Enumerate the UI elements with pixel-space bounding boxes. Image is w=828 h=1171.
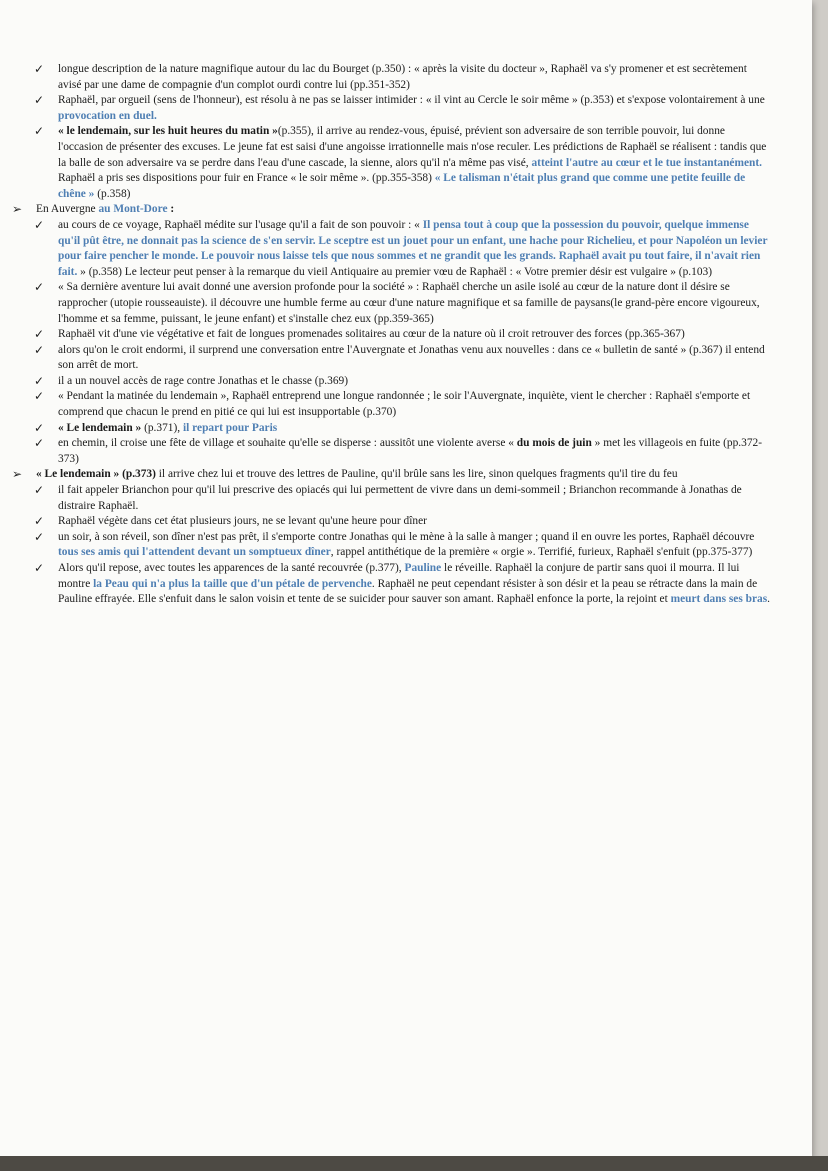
table-surface bbox=[0, 1156, 828, 1171]
checkmark-icon: ✓ bbox=[34, 373, 45, 388]
item-text bbox=[58, 124, 770, 202]
text-run: » (p.358) Le lecteur peut penser à la remarque du vieil Antiquaire au premier vœu de Raphaël : « Votre premier désir est vulgaire » (p.103) bbox=[77, 265, 713, 278]
list-item bbox=[10, 561, 770, 608]
text-run: , rappel antithétique de la première « orgie ». Terrifié, furieux, Raphaël s'enfuit (pp.375-377) bbox=[330, 546, 753, 559]
checkmark-icon: ✓ bbox=[34, 436, 45, 451]
list-item bbox=[10, 218, 770, 280]
text-run: il a un nouvel accès de rage contre Jonathas et le chasse (p.369) bbox=[58, 374, 349, 387]
item-text bbox=[58, 561, 770, 608]
checkmark-icon: ✓ bbox=[34, 217, 45, 232]
item-text bbox=[58, 218, 770, 280]
text-run: « Pendant la matinée du lendemain », Raphaël entreprend une longue randonnée ; le soir l'Auvergnate, inquiète, vient le chercher : Raphaël s'emporte et comprend que chacun le prend en pitié ce qui lui est insupportable (p.370) bbox=[58, 390, 751, 419]
text-run: au cours de ce voyage, Raphaël médite sur l'usage qu'il a fait de son pouvoir : « bbox=[58, 218, 423, 231]
item-text bbox=[58, 374, 770, 390]
section-heading-item bbox=[10, 202, 770, 218]
text-run: Raphaël a pris ses dispositions pour fuir en France « le soir même ». (pp.355-358) bbox=[58, 172, 435, 185]
arrow-bullet-icon: ➢ bbox=[12, 467, 23, 482]
highlighted-text: la Peau qui n'a plus la taille que d'un pétale de pervenche bbox=[93, 577, 372, 590]
checkmark-icon: ✓ bbox=[34, 420, 45, 435]
item-text bbox=[58, 327, 770, 343]
list-item bbox=[10, 483, 770, 514]
checkmark-icon: ✓ bbox=[34, 280, 45, 295]
text-run: alors qu'on le croit endormi, il surprend une conversation entre l'Auvergnate et Jonathas venu aux nouvelles : dans ce « bulletin de santé » (p.367) il entend son arrêt de mort. bbox=[58, 343, 765, 372]
text-run: le réveille. Raphaël la conjure de partir sans quoi il mourra. Il lui montre bbox=[58, 562, 740, 590]
list-item bbox=[10, 374, 770, 390]
text-run: Alors qu'il repose, avec toutes les apparences de la santé recouvrée (p.377), bbox=[58, 562, 405, 574]
list-item bbox=[10, 124, 770, 202]
bold-text: « Le lendemain » (p.373) bbox=[36, 468, 156, 481]
section-heading-item bbox=[10, 467, 770, 483]
item-text bbox=[58, 483, 770, 514]
text-run: . Raphaël ne peut cependant résister à son désir et la peau se rétracte dans la main de Pauline effrayée. Elle s'enfuit dans le salon voisin et tente de se suicider pour sauver son amant. Raphaël enfonce la porte, la rejoint et bbox=[58, 577, 758, 606]
item-text bbox=[58, 389, 770, 420]
checkmark-icon: ✓ bbox=[34, 93, 45, 108]
text-run: longue description de la nature magnifique autour du lac du Bourget (p.350) : « après la visite du docteur », Raphaël va s'y promener et est secrètement avisé par une dame de compagnie d'un complot ourdi contre lui (pp.351-352) bbox=[58, 63, 747, 91]
checkmark-icon: ✓ bbox=[34, 389, 45, 404]
list-item bbox=[10, 280, 770, 327]
checkmark-icon: ✓ bbox=[34, 529, 45, 544]
highlighted-text: atteint l'autre au cœur et le tue instantanément. bbox=[531, 156, 762, 169]
highlighted-text: il repart pour Paris bbox=[182, 421, 278, 434]
item-text bbox=[58, 514, 770, 530]
notes-list bbox=[10, 62, 770, 608]
text-run: (p.355), il arrive au rendez-vous, épuisé, prévient son adversaire de son terrible pouvoir, lui donne l'occasion de présenter des excuses. Le jeune fat est saisi d'une angoisse irrationnelle mais n'ose reculer. Les prédictions de Raphaël se réalisent : tandis que la balle de son adversaire va se perdre dans l'eau d'une cascade, la sienne, alors qu'il n'a même pas visé, bbox=[58, 125, 767, 169]
list-item bbox=[10, 93, 770, 124]
text-run: il fait appeler Brianchon pour qu'il lui prescrive des opiacés qui lui permettent de vivre dans un demi-sommeil ; Brianchon recommande à Jonathas de distraire Raphaël. bbox=[58, 484, 742, 512]
checkmark-icon: ✓ bbox=[34, 561, 45, 575]
list-item bbox=[10, 343, 770, 374]
text-run: « Sa dernière aventure lui avait donné une aversion profonde pour la société » : Raphaël cherche un asile isolé au cœur de la nature dont il désire se rapprocher (utopie rousseauiste). il découvre une humble ferme au cœur d'une nature magnifique et sa famille de paysans(le grand-père encore vigoureux, l'homme et sa femme, puissant, le jeune enfant) et s'installe chez eux (pp.359-365) bbox=[58, 281, 760, 325]
highlighted-text: meurt dans ses bras bbox=[670, 593, 768, 606]
text-run: Raphaël, par orgueil (sens de l'honneur), est résolu à ne pas se laisser intimider : « il vint au Cercle le soir même » (p.353) et s'expose volontairement à une bbox=[58, 94, 765, 107]
item-text bbox=[58, 421, 770, 437]
checkmark-icon: ✓ bbox=[34, 327, 45, 342]
checkmark-icon: ✓ bbox=[34, 62, 45, 76]
background-edge bbox=[812, 0, 828, 1171]
bold-text: « le lendemain, sur les huit heures du matin » bbox=[58, 125, 278, 138]
highlighted-text: Pauline bbox=[404, 562, 442, 574]
item-text bbox=[58, 343, 770, 374]
item-text bbox=[36, 467, 770, 483]
item-text bbox=[58, 93, 770, 124]
text-run: Raphaël végète dans cet état plusieurs jours, ne se levant qu'une heure pour dîner bbox=[58, 515, 427, 528]
bold-text: du mois de juin bbox=[516, 437, 592, 450]
highlighted-text: Il pensa tout à coup que la possession du pouvoir, quelque immense qu'il pût être, ne donnait pas la science de s'en servir. Le sceptre est un jouet pour un enfant, une hache pour Richelieu, et pour Napoléon un levier pour faire pencher le monde. Le pouvoir nous laisse tels que nous sommes et ne grandit que les grands. Raphaël avait pu tout faire, il n'avait rien fait. bbox=[58, 218, 768, 278]
arrow-bullet-icon: ➢ bbox=[12, 202, 23, 217]
list-item bbox=[10, 389, 770, 420]
list-item bbox=[10, 530, 770, 561]
text-run: un soir, à son réveil, son dîner n'est pas prêt, il s'emporte contre Jonathas qui le mène à la salle à manger ; quand il en ouvre les portes, Raphaël découvre bbox=[58, 530, 755, 543]
bold-text: : bbox=[167, 203, 175, 216]
item-text bbox=[58, 62, 770, 93]
item-text bbox=[58, 530, 770, 561]
text-run: En Auvergne bbox=[36, 203, 99, 216]
checkmark-icon: ✓ bbox=[34, 124, 45, 139]
highlighted-text: provocation en duel. bbox=[58, 109, 157, 122]
item-text bbox=[58, 280, 770, 327]
text-run: en chemin, il croise une fête de village et souhaite qu'elle se disperse : aussitôt une violente averse « bbox=[58, 437, 517, 450]
checkmark-icon: ✓ bbox=[34, 342, 45, 357]
list-item bbox=[10, 436, 770, 467]
list-item bbox=[10, 514, 770, 530]
item-text bbox=[58, 436, 770, 467]
checkmark-icon: ✓ bbox=[34, 483, 45, 498]
text-run: (p.371), bbox=[141, 421, 183, 434]
highlighted-text: tous ses amis qui l'attendent devant un somptueux dîner bbox=[58, 546, 331, 559]
text-run: il arrive chez lui et trouve des lettres de Pauline, qu'il brûle sans les lire, sinon quelques fragments qu'il tire du feu bbox=[155, 468, 678, 481]
text-run: » met les villageois en fuite (pp.372-373) bbox=[58, 437, 762, 465]
text-run: . bbox=[767, 593, 770, 606]
item-text bbox=[36, 202, 770, 218]
bold-text: « Le lendemain » bbox=[58, 421, 142, 434]
checkmark-icon: ✓ bbox=[34, 514, 45, 529]
list-item bbox=[10, 327, 770, 343]
text-run: Raphaël vit d'une vie végétative et fait de longues promenades solitaires au cœur de la nature où il croit retrouver des forces (pp.365-367) bbox=[58, 328, 685, 341]
highlighted-text: « Le talisman n'était plus grand que comme une petite feuille de chêne » bbox=[58, 172, 746, 200]
highlighted-text: au Mont-Dore bbox=[98, 203, 168, 216]
list-item bbox=[10, 421, 770, 437]
list-item bbox=[10, 62, 770, 93]
text-run: (p.358) bbox=[94, 187, 131, 200]
